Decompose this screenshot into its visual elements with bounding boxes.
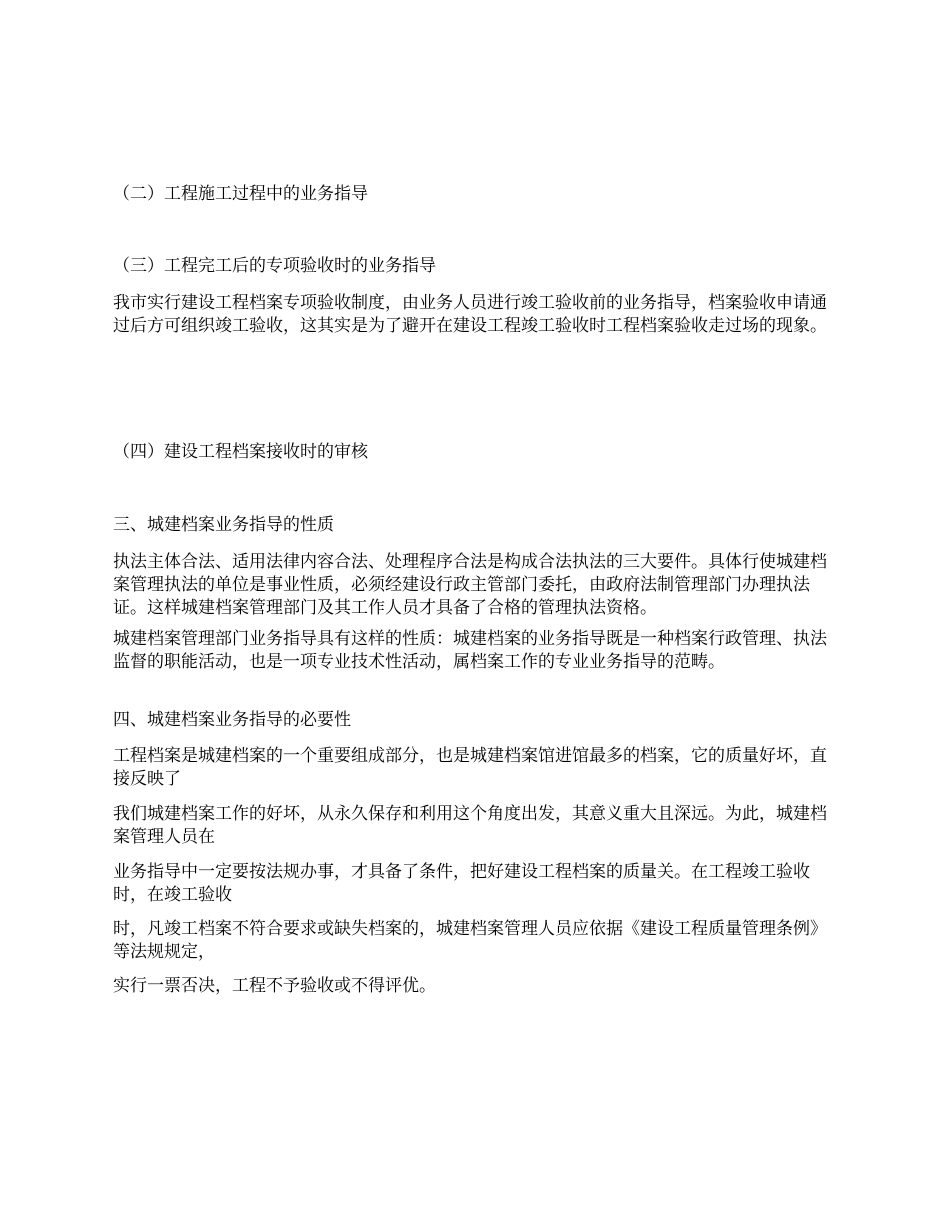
paragraph-legal-enforcement: 执法主体合法、适用法律内容合法、处理程序合法是构成合法执法的三大要件。具体行使城建档案管理执法的单位是事业性质，必须经建设行政主管部门委托，由政府法制管理部门办理执法证。这样城建档案管理部门及其工作人员才具备了合格的管理执法资格。 [113, 552, 827, 618]
heading-construction-guidance: （二）工程施工过程中的业务指导 [113, 184, 368, 204]
section-necessity-title: 四、城建档案业务指导的必要性 [113, 710, 351, 730]
paragraph-guidance-nature: 城建档案管理部门业务指导具有这样的性质：城建档案的业务指导既是一种档案行政管理、执法监督的职能活动，也是一项专业技术性活动，属档案工作的专业业务指导的范畴。 [113, 629, 827, 672]
section-nature-title: 三、城建档案业务指导的性质 [113, 515, 334, 535]
heading-completion-acceptance-guidance: （三）工程完工后的专项验收时的业务指导 [113, 256, 436, 276]
paragraph-necessity-3: 业务指导中一定要按法规办事，才具备了条件，把好建设工程档案的质量关。在工程竣工验收时，在竣工验收 [113, 862, 810, 905]
paragraph-necessity-1: 工程档案是城建档案的一个重要组成部分，也是城建档案馆进馆最多的档案，它的质量好坏，直接反映了 [113, 746, 827, 789]
paragraph-necessity-5: 实行一票否决，工程不予验收或不得评优。 [113, 976, 436, 996]
paragraph-necessity-2: 我们城建档案工作的好坏，从永久保存和利用这个角度出发，其意义重大且深远。为此，城建档案管理人员在 [113, 804, 827, 847]
heading-archive-review: （四）建设工程档案接收时的审核 [113, 442, 368, 462]
paragraph-acceptance-system: 我市实行建设工程档案专项验收制度，由业务人员进行竣工验收前的业务指导，档案验收申请通过后方可组织竣工验收，这其实是为了避开在建设工程竣工验收时工程档案验收走过场的现象。 [113, 293, 827, 336]
paragraph-necessity-4: 时，凡竣工档案不符合要求或缺失档案的，城建档案管理人员应依据《建设工程质量管理条例》等法规规定， [113, 919, 827, 962]
